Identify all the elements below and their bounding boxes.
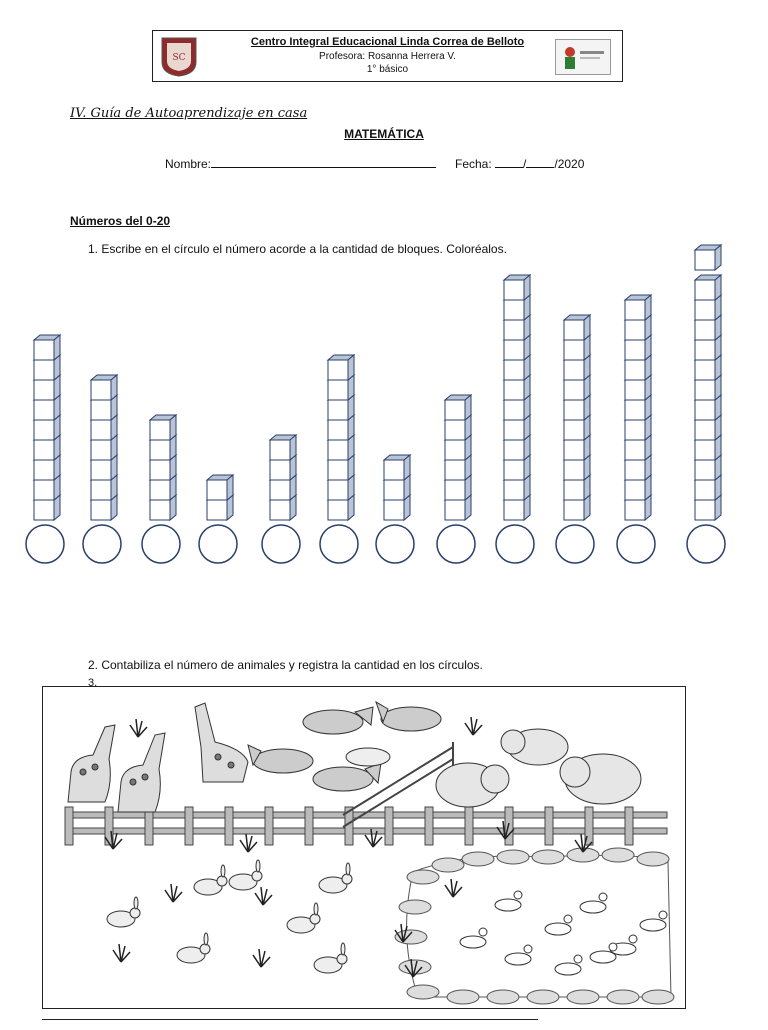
answer-circle[interactable] [687, 525, 725, 563]
grass-tuft [253, 949, 270, 967]
rabbit-icon [177, 933, 210, 963]
foundation-logo-icon [555, 39, 611, 75]
crest-lettering: SC [172, 53, 186, 63]
grass-tuft [165, 884, 182, 902]
pond-stone [527, 990, 559, 1004]
answer-circle[interactable] [26, 525, 64, 563]
elephant-icon [436, 763, 509, 807]
answer-circle[interactable] [262, 525, 300, 563]
fence-post [185, 807, 193, 845]
year-text: /2020 [554, 157, 585, 171]
giraffe-icon [118, 733, 165, 812]
grass-tuft [255, 887, 272, 905]
horse-icon [313, 763, 381, 791]
fence-post [65, 807, 73, 845]
pond-stone [407, 985, 439, 999]
rabbit-icon [314, 943, 347, 973]
block-column [445, 395, 471, 520]
block-column [328, 355, 354, 520]
name-field[interactable] [165, 156, 436, 171]
horse-icon [248, 745, 313, 773]
block-column [564, 315, 590, 520]
giraffe-icon [68, 725, 115, 802]
name-blank[interactable] [211, 156, 436, 168]
name-label: Nombre: [165, 157, 212, 171]
pond-stone [642, 990, 674, 1004]
fence-post [385, 807, 393, 845]
pond-stone [407, 870, 439, 884]
grade-level: 1° básico [366, 64, 409, 75]
grass-tuft [240, 834, 257, 852]
pond-stone [532, 850, 564, 864]
rabbit-icon [194, 865, 227, 895]
elephant-icon [560, 754, 641, 804]
block-columns-exercise [0, 230, 768, 575]
horse-icon [303, 707, 373, 734]
answer-circle[interactable] [437, 525, 475, 563]
teacher-name: Profesora: Rosanna Herrera V. [319, 51, 456, 62]
answer-circle[interactable] [142, 525, 180, 563]
fence-post [545, 807, 553, 845]
pond-stone [497, 850, 529, 864]
pond [395, 848, 674, 1004]
answer-circle[interactable] [556, 525, 594, 563]
fence-post [145, 807, 153, 845]
horse-icon [346, 748, 390, 766]
pond-stone [567, 990, 599, 1004]
block-column [625, 295, 651, 520]
answer-circle[interactable] [199, 525, 237, 563]
pond-stone [432, 858, 464, 872]
pond-stone [607, 990, 639, 1004]
answer-circle[interactable] [617, 525, 655, 563]
fence-post [425, 807, 433, 845]
answer-circle[interactable] [83, 525, 121, 563]
block-column [384, 455, 410, 520]
rabbit-icon [287, 903, 320, 933]
grass-tuft [113, 944, 130, 962]
block-column [270, 435, 296, 520]
month-blank[interactable] [526, 156, 554, 168]
pond-stone [487, 990, 519, 1004]
date-separator: / [523, 157, 527, 171]
school-name: Centro Integral Educacional Linda Correa de Belloto [250, 36, 525, 48]
section-title: Números del 0-20 [70, 214, 171, 228]
rabbit-icon [319, 863, 352, 893]
rabbit-icon [107, 897, 140, 927]
question-3-number: 3. [88, 677, 98, 686]
question-1: 1. Escribe en el círculo el número acorde a la cantidad de bloques. Coloréalos. [88, 242, 507, 256]
answer-table-edge [42, 1019, 538, 1030]
pond-stone [637, 852, 669, 866]
pond-stone [462, 852, 494, 866]
day-blank[interactable] [495, 156, 523, 168]
block-column [91, 375, 117, 520]
grass-tuft [130, 719, 147, 737]
fence-post [305, 807, 313, 845]
guide-title: IV. Guía de Autoaprendizaje en casa [70, 106, 308, 121]
fence-post [225, 807, 233, 845]
elephant-icon [501, 729, 568, 765]
answer-circle[interactable] [496, 525, 534, 563]
fence-post [265, 807, 273, 845]
elephant-group [436, 729, 641, 807]
subject-title: MATEMÁTICA [344, 127, 424, 141]
pond-stone [447, 990, 479, 1004]
giraffe-group [68, 703, 248, 812]
fence-post [465, 807, 473, 845]
fence-post [625, 807, 633, 845]
giraffe-icon [195, 703, 248, 782]
block-column [34, 335, 60, 520]
block-column [207, 475, 233, 520]
farm-illustration [43, 687, 684, 1007]
animal-scene [42, 686, 686, 1009]
block-column [150, 415, 176, 520]
date-field[interactable] [455, 156, 584, 171]
rabbit-icon [229, 860, 262, 890]
school-header [152, 30, 623, 82]
horse-group [248, 702, 441, 791]
rabbit-group [107, 860, 352, 973]
question-2: 2. Contabiliza el número de animales y registra la cantidad en los círculos. [88, 658, 483, 672]
block-column [504, 275, 530, 520]
date-label: Fecha: [455, 157, 492, 171]
answer-circle[interactable] [376, 525, 414, 563]
pond-stone [602, 848, 634, 862]
block-column [695, 245, 721, 520]
pond-stone [399, 900, 431, 914]
answer-circle[interactable] [320, 525, 358, 563]
horse-icon [376, 702, 441, 731]
grass-tuft [465, 717, 482, 735]
